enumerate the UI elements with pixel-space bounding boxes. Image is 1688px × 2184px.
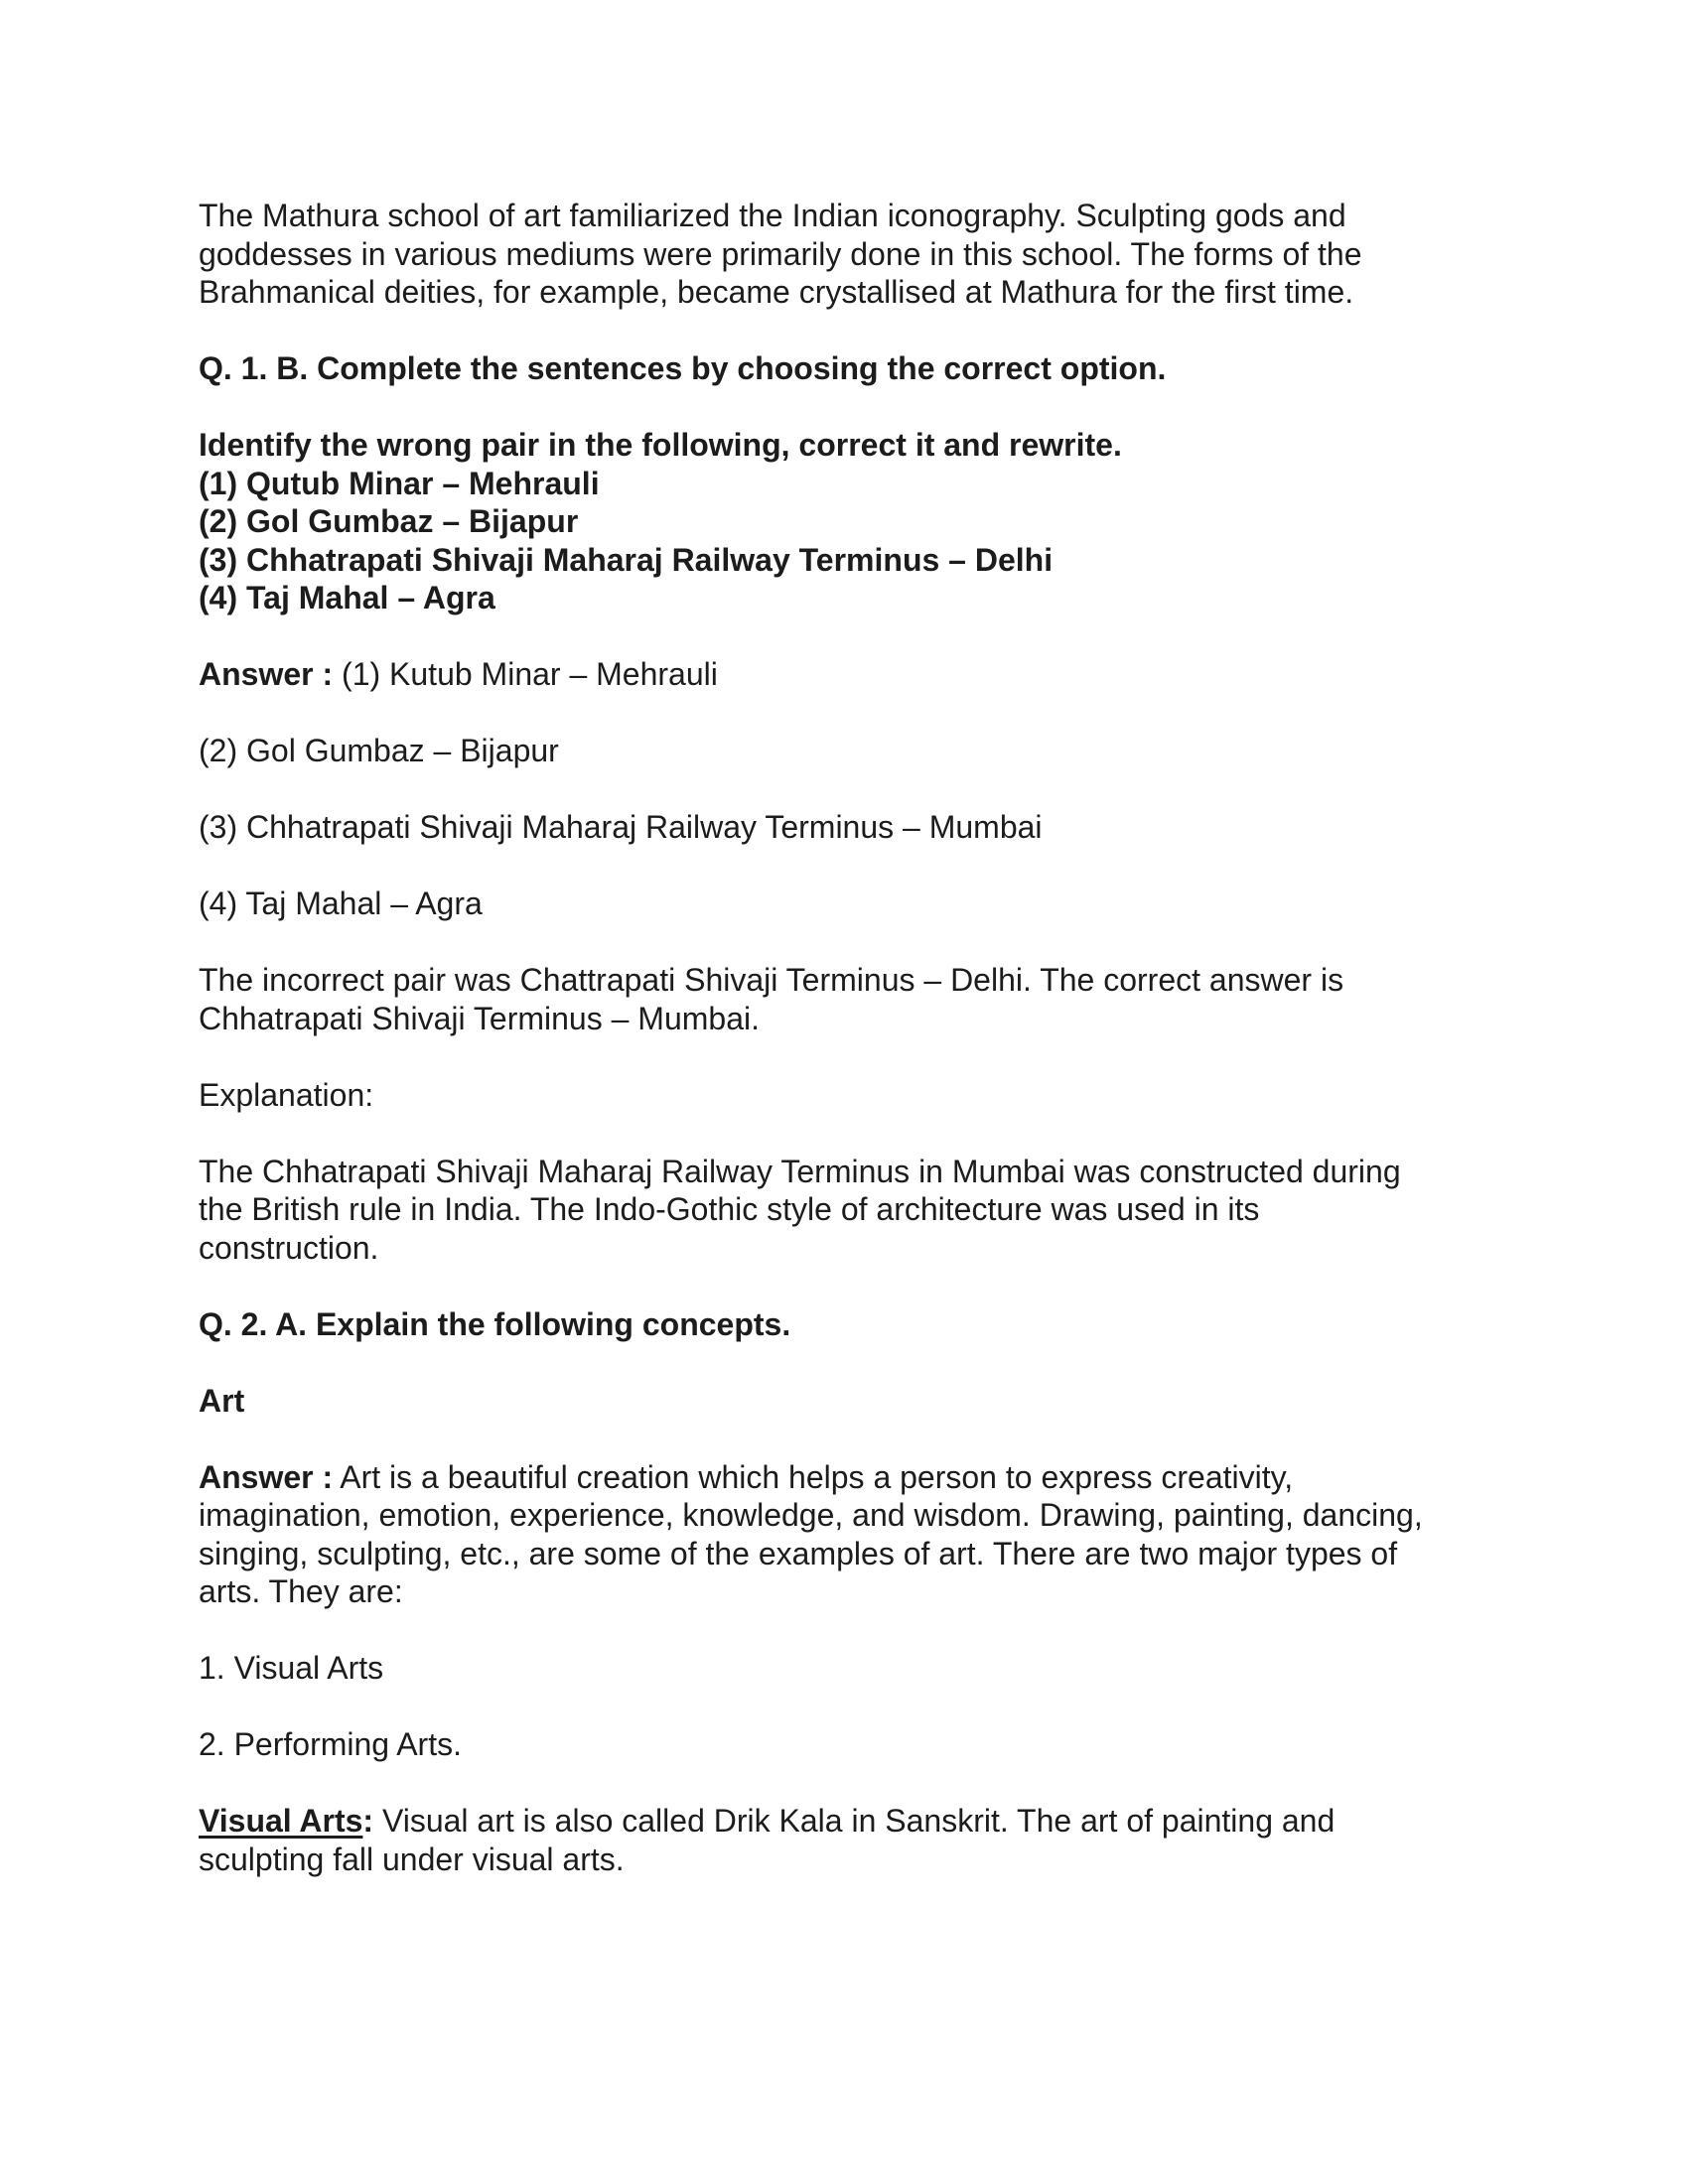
q1b-heading: Q. 1. B. Complete the sentences by choosing the correct option. <box>199 350 1167 386</box>
art-type-item: 1. Visual Arts <box>199 1650 384 1686</box>
explanation-label: Explanation: <box>199 1076 374 1113</box>
visual-arts-line-1 <box>199 1802 1489 1841</box>
visual-arts-line: sculpting fall under visual arts. <box>199 1841 625 1877</box>
q1b-option: (2) Gol Gumbaz – Bijapur <box>199 503 579 539</box>
q1b-option: (3) Chhatrapati Shivaji Maharaj Railway Terminus – Delhi <box>199 541 1054 578</box>
visual-arts-text: Visual art is also called Drik Kala in Sanskrit. The art of painting and <box>381 1803 1336 1839</box>
document-page <box>199 197 1489 1917</box>
q1b-correction <box>199 961 1489 1037</box>
explanation-line: construction. <box>199 1229 379 1266</box>
q1b-answer-3: (3) Chhatrapati Shivaji Maharaj Railway Terminus – Mumbai <box>199 809 1043 845</box>
q1b-instruction: Identify the wrong pair in the following, correct it and rewrite. <box>199 427 1122 463</box>
q1b-question-block <box>199 426 1489 617</box>
answer-line: singing, sculpting, etc., are some of the examples of art. There are two major types of <box>199 1535 1398 1571</box>
explanation-line: The Chhatrapati Shivaji Maharaj Railway Terminus in Mumbai was constructed during <box>199 1153 1401 1189</box>
visual-arts-paragraph <box>199 1802 1489 1878</box>
intro-line: Brahmanical deities, for example, became crystallised at Mathura for the first time. <box>199 274 1354 310</box>
explanation-paragraph <box>199 1153 1489 1268</box>
q2a-answer-line-1 <box>199 1458 1489 1497</box>
explanation-line: the British rule in India. The Indo-Gothic style of architecture was used in its <box>199 1191 1260 1227</box>
q1b-option: (1) Qutub Minar – Mehrauli <box>199 465 600 501</box>
answer-line: imagination, emotion, experience, knowledge, and wisdom. Drawing, painting, dancing, <box>199 1497 1423 1533</box>
q2a-topic: Art <box>199 1382 245 1419</box>
answer-item: (1) Kutub Minar – Mehrauli <box>342 656 718 692</box>
correction-line: Chhatrapati Shivaji Terminus – Mumbai. <box>199 1000 760 1036</box>
q2a-heading: Q. 2. A. Explain the following concepts. <box>199 1305 791 1342</box>
art-type-item: 2. Performing Arts. <box>199 1726 462 1762</box>
q1b-answer-1 <box>199 655 1489 694</box>
answer-line: arts. They are: <box>199 1573 403 1609</box>
visual-arts-colon: : <box>362 1803 374 1839</box>
answer-label: Answer : <box>199 656 334 692</box>
visual-arts-label: Visual Arts <box>199 1803 363 1839</box>
q1b-answer-4: (4) Taj Mahal – Agra <box>199 886 483 921</box>
q1b-option: (4) Taj Mahal – Agra <box>199 580 495 615</box>
intro-paragraph <box>199 197 1489 312</box>
answer-text: Art is a beautiful creation which helps a person to express creativity, <box>340 1458 1294 1495</box>
q2a-answer-paragraph <box>199 1458 1489 1611</box>
correction-line: The incorrect pair was Chattrapati Shivaji Terminus – Delhi. The correct answer is <box>199 962 1344 998</box>
answer-label: Answer : <box>199 1458 334 1495</box>
intro-line: The Mathura school of art familiarized the Indian iconography. Sculpting gods and <box>199 198 1346 233</box>
q1b-answer-2: (2) Gol Gumbaz – Bijapur <box>199 733 559 768</box>
intro-line: goddesses in various mediums were primarily done in this school. The forms of the <box>199 235 1362 272</box>
